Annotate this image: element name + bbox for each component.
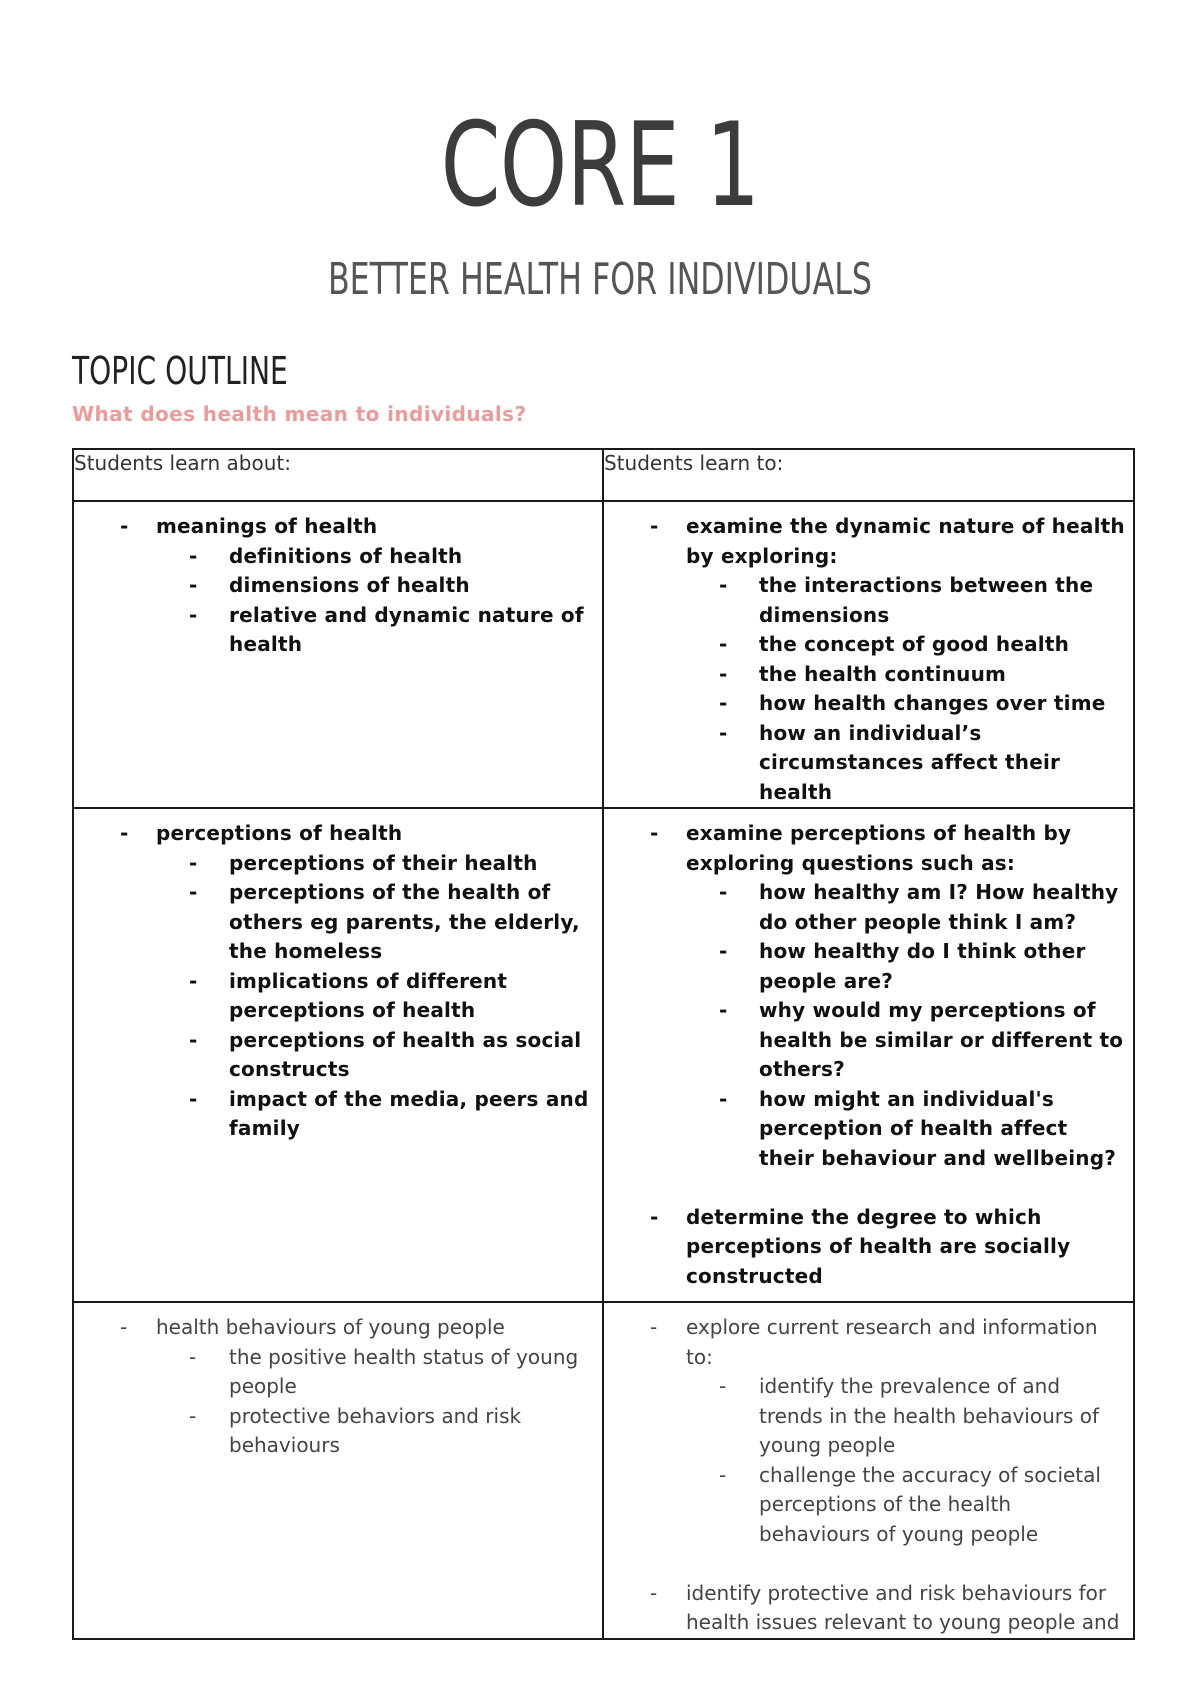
sub-list-item (156, 967, 596, 1026)
dash-bullet: - (650, 1204, 659, 1229)
table-row (73, 1302, 1134, 1639)
table-row (73, 808, 1134, 1302)
dash-bullet: - (189, 850, 198, 875)
sub-list-item (686, 996, 1127, 1085)
dash-bullet: - (189, 968, 198, 993)
sub-list-item (156, 878, 596, 967)
sub-list-item-text: the concept of good health (759, 632, 1070, 656)
dash-bullet: - (719, 1374, 727, 1398)
sub-list-item-text: the positive health status of young people (229, 1344, 579, 1398)
section-heading: TOPIC OUTLINE (72, 349, 288, 393)
dash-bullet: - (189, 543, 198, 568)
sub-list-item (156, 849, 596, 879)
sub-list-item (686, 719, 1127, 808)
dash-bullet: - (719, 691, 728, 715)
section-question: What does health mean to individuals? (72, 402, 527, 426)
sub-list-item (156, 1343, 596, 1402)
dash-bullet: - (189, 1403, 197, 1428)
dash-bullet: - (719, 661, 728, 686)
list-item-text: explore current research and information to: (686, 1315, 1098, 1369)
sub-list-item-text: identify the prevalence of and trends in the health behaviours of young people (759, 1374, 1100, 1457)
dash-bullet: - (719, 939, 728, 963)
table-row (73, 501, 1134, 808)
list-item-text: determine the degree to which perceptions of health are socially constructed (686, 1204, 1071, 1288)
list-item (74, 512, 596, 660)
list-item-text: perceptions of health (156, 821, 403, 845)
sub-list-item-text: definitions of health (229, 543, 463, 568)
list-item (604, 819, 1127, 1173)
document-subtitle: BETTER HEALTH FOR INDIVIDUALS (327, 254, 873, 305)
sub-list-item-text: protective behaviors and risk behaviours (229, 1403, 522, 1457)
document-title: CORE 1 (440, 98, 760, 233)
table-header-learn-about: Students learn about: (73, 449, 603, 501)
sub-list-item (156, 1026, 596, 1085)
dash-bullet: - (189, 1086, 198, 1111)
sub-list-item (686, 1372, 1127, 1461)
dash-bullet: - (719, 632, 728, 656)
list-item (74, 819, 596, 1144)
sub-list-item-text: how might an individual's perception of health affect their behaviour and wellbeing? (759, 1086, 1117, 1170)
sub-list-item-text: perceptions of health as social constructs (229, 1027, 582, 1081)
sub-list-item (686, 660, 1127, 690)
dash-bullet: - (719, 998, 728, 1022)
dash-bullet: - (650, 514, 659, 538)
dash-bullet: - (189, 880, 198, 904)
topic-outline-table (72, 448, 1135, 1640)
dash-bullet: - (189, 1344, 197, 1369)
list-item-text: examine perceptions of health by exploring questions such as: (686, 821, 1072, 875)
table-cell-learn-to (603, 1302, 1134, 1639)
table-cell-learn-to (603, 501, 1134, 808)
sub-list-item (156, 1402, 596, 1461)
dash-bullet: - (189, 1027, 198, 1052)
sub-list-item-text: how healthy do I think other people are? (759, 939, 1086, 993)
dash-bullet: - (719, 880, 728, 904)
sub-list-item-text: why would my perceptions of health be similar or different to others? (759, 998, 1124, 1081)
sub-list-item-text: how health changes over time (759, 691, 1106, 715)
sub-list-item-text: implications of different perceptions of health (229, 968, 508, 1022)
dash-bullet: - (120, 514, 129, 538)
dash-bullet: - (650, 1315, 658, 1339)
sub-list-item-text: dimensions of health (229, 573, 470, 597)
sub-list-item (686, 937, 1127, 996)
table-cell-learn-about (73, 808, 603, 1302)
table-cell-learn-about (73, 501, 603, 808)
list-item-text: identify protective and risk behaviours for health issues relevant to young people and (686, 1580, 1120, 1634)
list-item (604, 1579, 1127, 1638)
sub-list-item-text: how healthy am I? How healthy do other people think I am? (759, 880, 1119, 934)
sub-list-item-text: relative and dynamic nature of health (229, 602, 584, 656)
dash-bullet: - (719, 1086, 728, 1111)
dash-bullet: - (719, 1462, 727, 1487)
list-item (604, 512, 1127, 807)
table-cell-learn-to (603, 808, 1134, 1302)
sub-list-item-text: impact of the media, peers and family (229, 1086, 589, 1140)
sub-list-item-text: the interactions between the dimensions (759, 573, 1094, 627)
list-item (604, 1313, 1127, 1549)
sub-list-item (156, 1085, 596, 1144)
sub-list-item (686, 630, 1127, 660)
dash-bullet: - (120, 821, 129, 845)
dash-bullet: - (120, 1315, 128, 1339)
sub-list-item (156, 601, 596, 660)
sub-list-item (686, 1085, 1127, 1174)
table-header-row (73, 449, 1134, 501)
sub-list-item-text: perceptions of their health (229, 850, 538, 875)
list-item (604, 1203, 1127, 1292)
dash-bullet: - (719, 720, 728, 745)
sub-list-item-text: perceptions of the health of others eg parents, the elderly, the homeless (229, 880, 580, 963)
dash-bullet: - (189, 602, 198, 627)
table-header-learn-to: Students learn to: (603, 449, 1134, 501)
sub-list-item-text: challenge the accuracy of societal perceptions of the health behaviours of young people (759, 1462, 1101, 1546)
sub-list-item-text: the health continuum (759, 661, 1007, 686)
sub-list-item-text: how an individual’s circumstances affect their health (759, 720, 1061, 804)
sub-list-item (686, 878, 1127, 937)
list-item-text: meanings of health (156, 514, 378, 538)
dash-bullet: - (719, 573, 728, 597)
sub-list-item (156, 542, 596, 572)
sub-list-item (686, 1461, 1127, 1550)
list-item-text: health behaviours of young people (156, 1315, 505, 1339)
table-cell-learn-about (73, 1302, 603, 1639)
sub-list-item (156, 571, 596, 601)
dash-bullet: - (189, 573, 198, 597)
sub-list-item (686, 571, 1127, 630)
list-item (74, 1313, 596, 1461)
dash-bullet: - (650, 821, 659, 845)
dash-bullet: - (650, 1580, 658, 1605)
sub-list-item (686, 689, 1127, 719)
list-item-text: examine the dynamic nature of health by exploring: (686, 514, 1125, 568)
